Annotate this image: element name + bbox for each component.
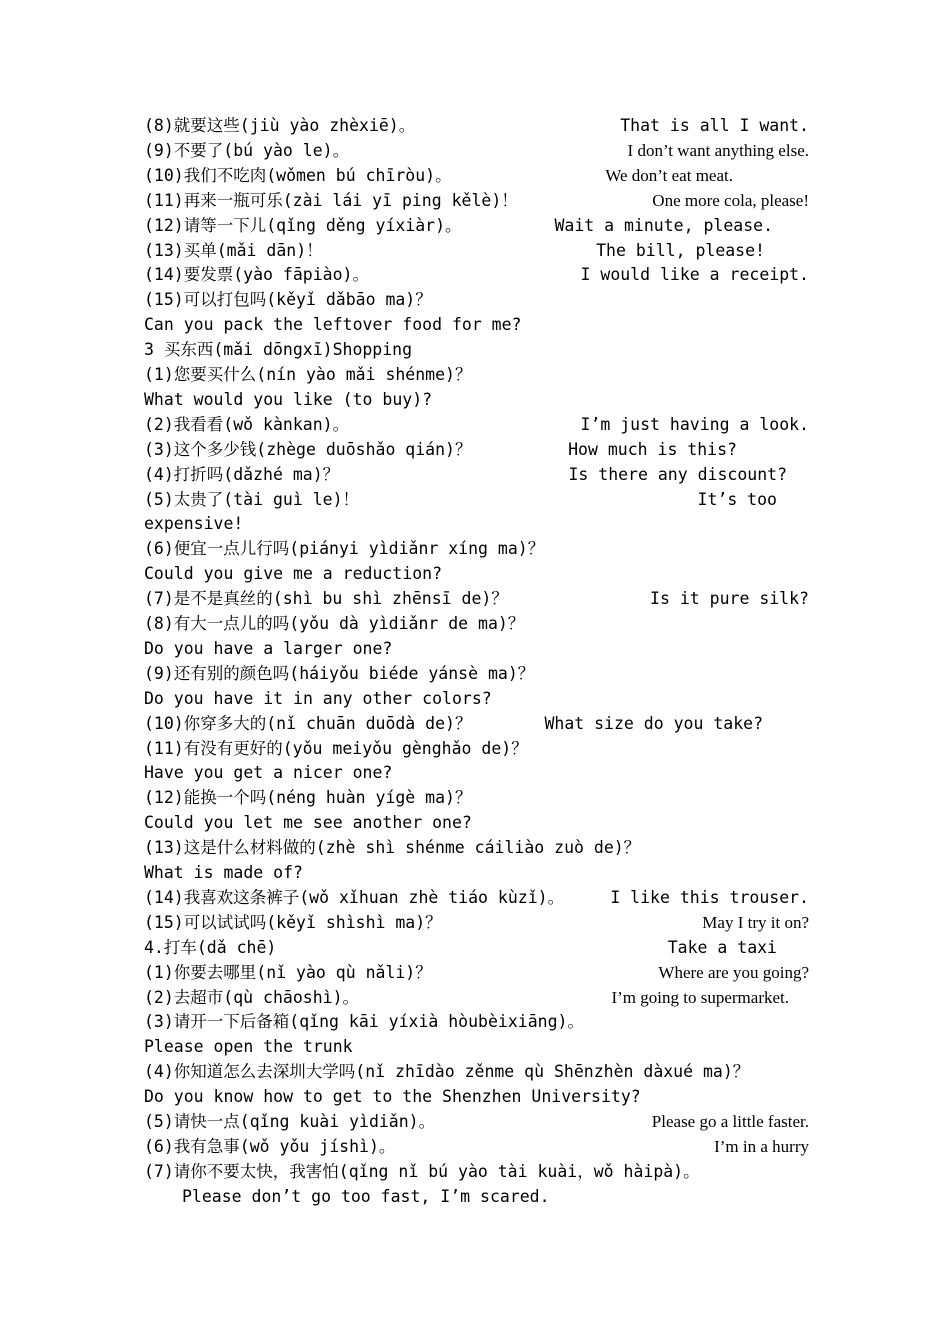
- english-translation: One more cola, please!: [652, 190, 809, 210]
- chinese-phrase: (5)请快一点(qǐng kuài yìdiǎn)。: [144, 1112, 436, 1131]
- english-translation: It’s too: [697, 489, 777, 509]
- chinese-phrase: (14)要发票(yào fāpiào)。: [144, 265, 369, 285]
- phrase-line: [144, 387, 809, 412]
- chinese-phrase: (4)你知道怎么去深圳大学吗(nǐ zhīdào zěnme qù Shēnzhèn dàxué ma)？: [144, 1062, 750, 1082]
- chinese-phrase: Do you have it in any other colors?: [144, 688, 492, 708]
- phrase-line: [144, 785, 809, 810]
- english-translation: The bill, please!: [596, 240, 765, 260]
- chinese-phrase: (1)您要买什么(nín yào mǎi shénme)？: [144, 365, 472, 384]
- phrase-line: [144, 1184, 809, 1209]
- chinese-phrase: (11)有没有更好的(yǒu meiyǒu gènghǎo de)？: [144, 738, 528, 758]
- english-translation: That is all I want.: [620, 116, 809, 135]
- phrase-line: [144, 1134, 809, 1159]
- phrase-line: [144, 611, 809, 636]
- chinese-phrase: (7)请你不要太快，我害怕(qǐng nǐ bú yào tài kuài，wǒ hàipà)。: [144, 1161, 700, 1181]
- phrase-line: [144, 636, 809, 661]
- phrase-line: [144, 511, 809, 536]
- chinese-phrase: (9)不要了(bú yào le)。: [144, 140, 350, 160]
- phrase-line: [144, 736, 809, 761]
- phrase-line: [144, 287, 809, 312]
- chinese-phrase: (8)有大一点儿的吗(yǒu dà yìdiǎnr de ma)？: [144, 614, 525, 633]
- chinese-phrase: (13)这是什么材料做的(zhè shì shénme cáiliào zuò de)？: [144, 838, 641, 858]
- english-translation: I’m going to supermarket.: [611, 987, 789, 1007]
- phrase-line: [144, 163, 809, 188]
- chinese-phrase: What is made of?: [144, 863, 303, 882]
- chinese-phrase: (15)可以试试吗(kěyǐ shìshì ma)？: [144, 912, 442, 932]
- chinese-phrase: (7)是不是真丝的(shì bu shì zhēnsī de)？: [144, 589, 508, 609]
- phrase-line: [144, 536, 809, 561]
- chinese-phrase: (10)你穿多大的(nǐ chuān duōdà de)？: [144, 713, 472, 733]
- phrase-line: [144, 760, 809, 785]
- chinese-phrase: Have you get a nicer one?: [144, 763, 393, 783]
- english-translation: I’m just having a look.: [580, 414, 809, 434]
- chinese-phrase: (3)请开一下后备箱(qǐng kāi yíxià hòubèixiāng)。: [144, 1012, 584, 1032]
- chinese-phrase: Do you know how to get to the Shenzhen University?: [144, 1087, 641, 1107]
- phrase-line: [144, 238, 809, 263]
- chinese-phrase: (5)太贵了(tài guì le)！: [144, 489, 360, 509]
- english-translation: Where are you going?: [658, 962, 809, 982]
- phrase-line: [144, 835, 809, 860]
- phrase-line: [144, 1084, 809, 1109]
- phrase-line: [144, 462, 809, 487]
- english-translation: What size do you take?: [544, 713, 763, 733]
- phrase-line: [144, 437, 809, 462]
- chinese-phrase: (4)打折吗(dǎzhé ma)？: [144, 464, 340, 484]
- chinese-phrase: (14)我喜欢这条裤子(wǒ xǐhuan zhè tiáo kùzǐ)。: [144, 887, 565, 907]
- chinese-phrase: Please open the trunk: [144, 1037, 353, 1057]
- phrase-line: [144, 885, 809, 910]
- chinese-phrase: (2)我看看(wǒ kànkan)。: [144, 414, 350, 434]
- chinese-phrase: (9)还有别的颜色吗(háiyǒu biéde yánsè ma)？: [144, 663, 535, 683]
- english-translation: We don’t eat meat.: [605, 165, 733, 185]
- chinese-phrase: What would you like (to buy)?: [144, 389, 433, 409]
- english-translation: I like this trouser.: [610, 887, 809, 907]
- phrase-line: [144, 985, 809, 1010]
- chinese-phrase: (15)可以打包吗(kěyǐ dǎbāo ma)？: [144, 290, 432, 310]
- chinese-phrase: 3 买东西(mǎi dōngxī)Shopping: [144, 340, 413, 360]
- english-translation: I’m in a hurry: [714, 1136, 809, 1156]
- english-translation: Take a taxi: [667, 937, 777, 957]
- phrase-line: [144, 561, 809, 586]
- chinese-phrase: Please don’t go too fast, I’m scared.: [182, 1186, 550, 1206]
- phrase-line: [144, 686, 809, 711]
- chinese-phrase: Can you pack the leftover food for me?: [144, 315, 522, 335]
- chinese-phrase: (12)能换一个吗(néng huàn yígè ma)？: [144, 788, 472, 808]
- phrase-line: [144, 935, 809, 960]
- phrase-line: [144, 586, 809, 611]
- chinese-phrase: (13)买单(mǎi dān)！: [144, 240, 323, 260]
- phrase-line: [144, 910, 809, 935]
- chinese-phrase: (10)我们不吃肉(wǒmen bú chīròu)。: [144, 165, 452, 185]
- english-translation: I don’t want anything else.: [627, 140, 809, 160]
- phrase-line: [144, 113, 809, 138]
- phrase-line: [144, 810, 809, 835]
- phrase-line: [144, 337, 809, 362]
- phrase-line: [144, 412, 809, 437]
- chinese-phrase: (8)就要这些(jiù yào zhèxiē)。: [144, 116, 416, 135]
- phrase-line: [144, 312, 809, 337]
- chinese-phrase: (3)这个多少钱(zhège duōshǎo qián)？: [144, 439, 472, 459]
- phrase-line: [144, 188, 809, 213]
- phrase-line: [144, 1159, 809, 1184]
- chinese-phrase: (6)我有急事(wǒ yǒu jíshì)。: [144, 1136, 396, 1156]
- phrase-line: [144, 213, 809, 238]
- english-translation: Wait a minute, please.: [554, 215, 773, 235]
- phrase-line: [144, 1034, 809, 1059]
- english-translation: Please go a little faster.: [651, 1112, 809, 1131]
- english-translation: May I try it on?: [702, 912, 809, 932]
- phrase-line: [144, 860, 809, 885]
- phrase-line: [144, 661, 809, 686]
- english-translation: How much is this?: [568, 439, 737, 459]
- phrase-line: [144, 362, 809, 387]
- phrase-line: [144, 960, 809, 985]
- phrase-line: [144, 711, 809, 736]
- chinese-phrase: 4.打车(dǎ chē): [144, 937, 277, 957]
- chinese-phrase: (11)再来一瓶可乐(zài lái yī ping kělè)！: [144, 190, 518, 210]
- chinese-phrase: Could you give me a reduction?: [144, 564, 443, 584]
- chinese-phrase: (6)便宜一点儿行吗(piányi yìdiǎnr xíng ma)？: [144, 539, 545, 559]
- english-translation: Is it pure silk?: [650, 589, 809, 609]
- chinese-phrase: Do you have a larger one?: [144, 638, 393, 658]
- phrase-line: [144, 1009, 809, 1034]
- chinese-phrase: expensive!: [144, 514, 244, 534]
- phrase-line: [144, 487, 809, 512]
- english-translation: I would like a receipt.: [580, 265, 809, 285]
- chinese-phrase: Could you let me see another one?: [144, 813, 472, 833]
- english-translation: Is there any discount?: [568, 464, 787, 484]
- phrase-line: [144, 262, 809, 287]
- chinese-phrase: (1)你要去哪里(nǐ yào qù nǎli)？: [144, 962, 432, 982]
- phrase-line: [144, 1109, 809, 1134]
- chinese-phrase: (2)去超市(qù chāoshì)。: [144, 987, 360, 1007]
- phrase-line: [144, 138, 809, 163]
- chinese-phrase: (12)请等一下儿(qǐng děng yíxiàr)。: [144, 215, 462, 235]
- phrase-line: [144, 1059, 809, 1084]
